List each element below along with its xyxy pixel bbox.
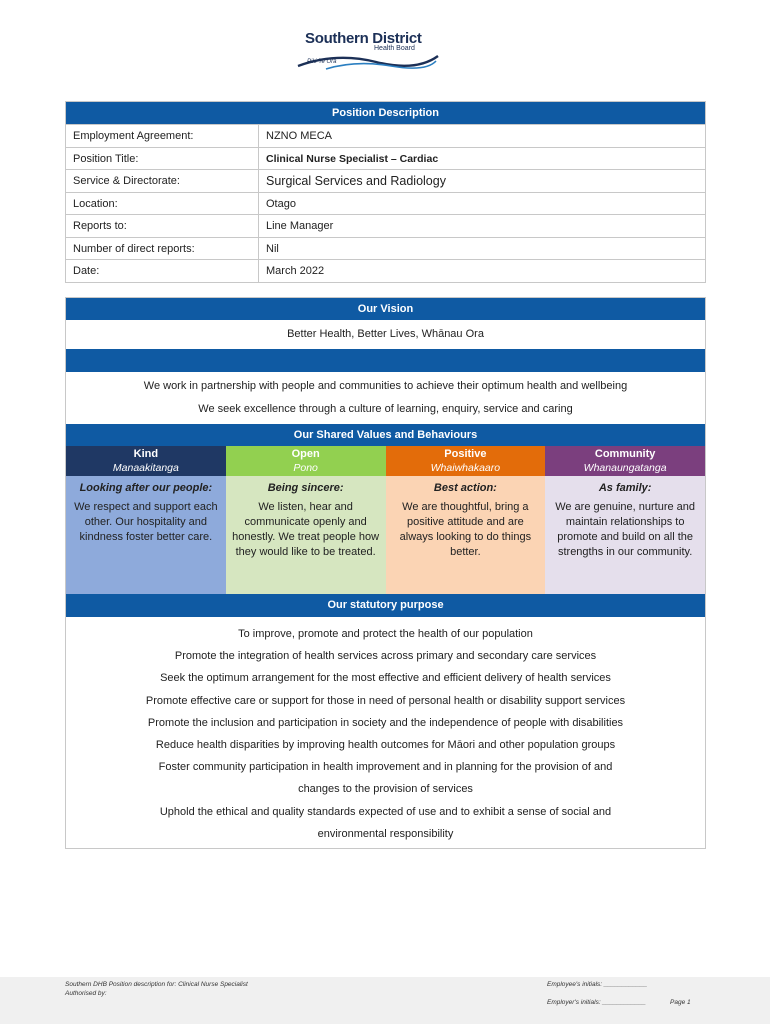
table-row — [66, 124, 705, 147]
row-label: Number of direct reports: — [66, 238, 259, 260]
value-positive-heading — [386, 446, 546, 476]
vision-header: Our Vision — [66, 298, 705, 320]
table-row — [66, 214, 705, 237]
purpose-line: Promote the integration of health services across primary and secondary care services — [174, 650, 597, 663]
purpose-line: environmental responsibility — [317, 827, 454, 840]
value-name: Community — [594, 448, 656, 460]
value-open-heading — [226, 446, 386, 476]
value-text: We are thoughtful, bring a positive attitude and are always looking to do things better. — [399, 501, 532, 558]
table-row — [66, 192, 705, 215]
logo-line-1: Southern District — [305, 30, 422, 47]
purpose-line: changes to the provision of services — [298, 783, 473, 796]
purpose-line: To improve, promote and protect the health of our population — [238, 628, 533, 640]
value-maori-name: Pono — [293, 462, 318, 474]
logo-line-3: Piki Te Ora — [307, 59, 337, 65]
row-label: Position Title: — [66, 148, 259, 170]
position-description-table — [65, 101, 706, 283]
purpose-line: Seek the optimum arrangement for the most effective and efficient delivery of health services — [160, 672, 611, 685]
purpose-header: Our statutory purpose — [66, 594, 705, 617]
purpose-list — [66, 617, 705, 848]
value-text: We listen, hear and communicate openly and honestly. We treat people how they would like to be treated. — [232, 501, 380, 558]
table-row — [66, 259, 705, 282]
values-heading-row — [66, 446, 705, 476]
value-maori-name: Whaiwhakaaro — [430, 462, 501, 474]
vision-text: Better Health, Better Lives, Whānau Ora — [287, 328, 484, 340]
value-title: As family: — [598, 482, 652, 494]
row-value: Line Manager — [266, 220, 334, 232]
blank-divider-bar — [66, 349, 705, 372]
value-community-body — [545, 476, 705, 594]
vision-values-table — [65, 297, 706, 849]
footer-authorised: Authorised by: — [65, 990, 107, 997]
position-description-header: Position Description — [66, 102, 705, 124]
row-value: Nil — [266, 242, 279, 255]
row-value: NZNO MECA — [266, 130, 332, 142]
row-value: Otago — [266, 197, 296, 210]
excellence-text: We seek excellence through a culture of learning, enquiry, service and caring — [198, 403, 573, 415]
value-text: We respect and support each other. Our hospitality and kindness foster better care. — [74, 501, 218, 543]
row-label: Reports to: — [66, 215, 259, 237]
row-label: Date: — [66, 260, 259, 282]
value-title: Best action: — [433, 482, 497, 494]
purpose-line: Reduce health disparities by improving health outcomes for Māori and other population groups — [155, 739, 616, 752]
footer-employer-initials: Employer's initials: ____________ — [547, 999, 646, 1006]
footer-page-number: Page 1 — [670, 999, 691, 1006]
values-body-row — [66, 476, 705, 594]
value-title: Looking after our people: — [79, 482, 213, 494]
purpose-line: Promote the inclusion and participation in society and the independence of people with disabilities — [147, 716, 624, 729]
row-label: Employment Agreement: — [66, 125, 259, 147]
value-maori-name: Whanaungatanga — [583, 462, 667, 474]
purpose-line: Uphold the ethical and quality standards expected of use and to exhibit a sense of social and — [159, 805, 612, 818]
value-maori-name: Manaakitanga — [112, 462, 179, 474]
row-value: March 2022 — [266, 265, 325, 277]
page-footer — [0, 977, 770, 1024]
value-title: Being sincere: — [267, 482, 344, 494]
footer-employee-initials: Employee's initials: ____________ — [547, 981, 648, 988]
row-label: Location: — [66, 193, 259, 215]
partnership-text: We work in partnership with people and communities to achieve their optimum health and wellbeing — [143, 380, 628, 392]
sdhb-logo — [296, 30, 441, 74]
value-kind-body — [66, 476, 226, 594]
table-row — [66, 169, 705, 192]
purpose-line: Promote effective care or support for those in need of personal health or disability support services — [145, 694, 626, 707]
row-value: Clinical Nurse Specialist – Cardiac — [266, 152, 439, 165]
footer-description: Southern DHB Position description for: Clinical Nurse Specialist — [65, 981, 248, 988]
value-name: Kind — [133, 448, 159, 460]
purpose-line: Foster community participation in health improvement and in planning for the provision of and — [158, 761, 613, 774]
logo-line-2: Health Board — [374, 45, 415, 52]
value-text: We are genuine, nurture and maintain relationships to promote and build on all the strengths in our community. — [555, 501, 696, 558]
value-kind-heading — [66, 446, 226, 476]
table-row — [66, 147, 705, 170]
value-name: Positive — [444, 448, 487, 460]
row-label: Service & Directorate: — [66, 170, 259, 192]
table-row — [66, 237, 705, 260]
row-value: Surgical Services and Radiology — [266, 174, 446, 188]
values-header: Our Shared Values and Behaviours — [66, 424, 705, 446]
value-positive-body — [386, 476, 546, 594]
value-community-heading — [545, 446, 705, 476]
value-open-body — [226, 476, 386, 594]
value-name: Open — [291, 448, 320, 460]
